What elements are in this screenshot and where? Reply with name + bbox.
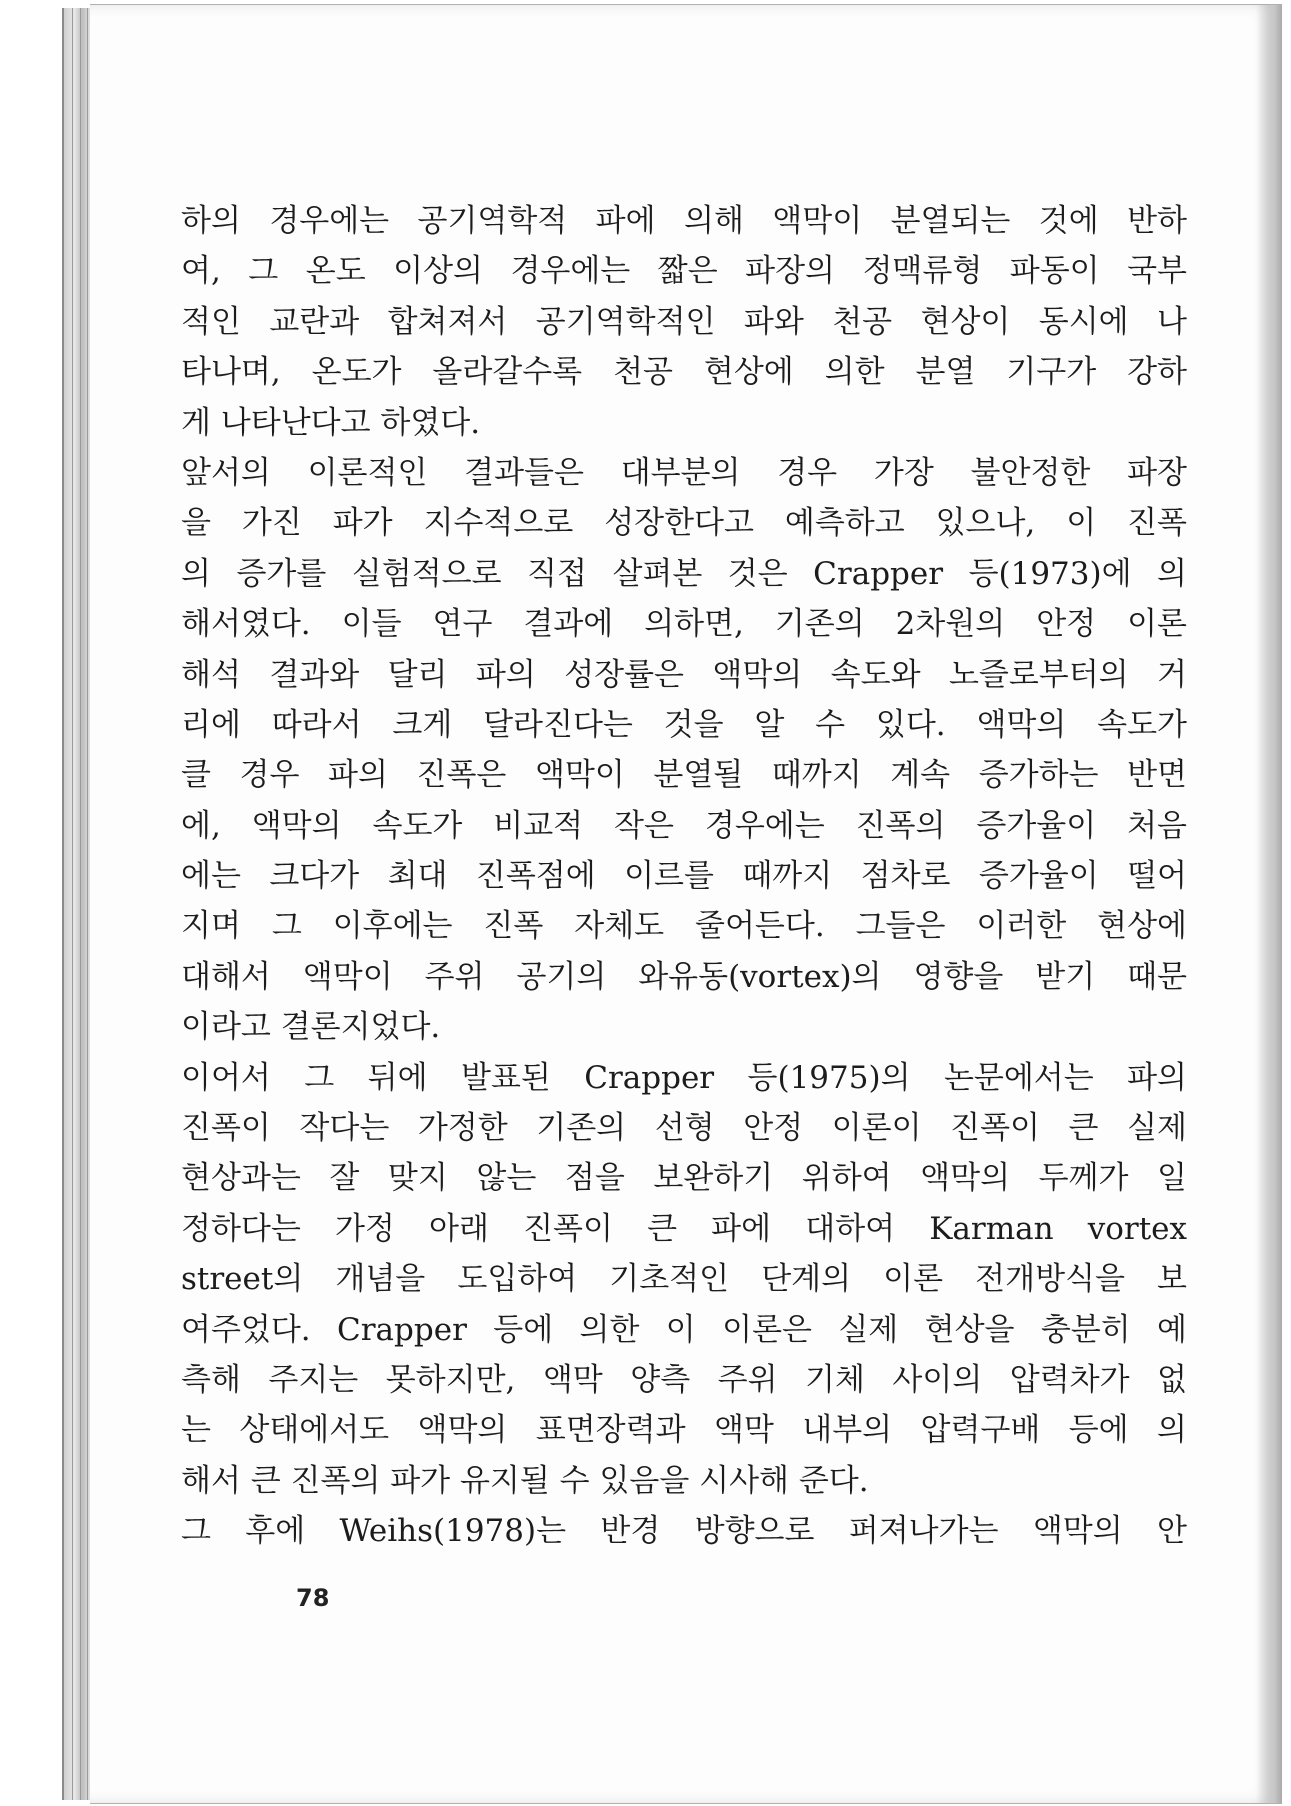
text-line: street의 개념을 도입하여 기초적인 단계의 이론 전개방식을 보: [181, 1261, 1187, 1298]
stack-line: [72, 8, 73, 1800]
text-line: 그 후에 Weihs(1978)는 반경 방향으로 퍼져나가는 액막의 안: [181, 1513, 1187, 1550]
text-line: 하의 경우에는 공기역학적 파에 의해 액막이 분열되는 것에 반하: [181, 203, 1187, 239]
text-line: 지며 그 이후에는 진폭 자체도 줄어든다. 그들은 이러한 현상에: [181, 908, 1187, 945]
text-line: 클 경우 파의 진폭은 액막이 분열될 때까지 계속 증가하는 반면: [181, 757, 1187, 794]
text-line: 해서였다. 이들 연구 결과에 의하면, 기존의 2차원의 안정 이론: [181, 606, 1187, 643]
text-line: 해석 결과와 달리 파의 성장률은 액막의 속도와 노즐로부터의 거: [181, 656, 1187, 693]
text-line: 진폭이 작다는 가정한 기존의 선형 안정 이론이 진폭이 큰 실제: [181, 1110, 1187, 1147]
text-line: 정하다는 가정 아래 진폭이 큰 파에 대하여 Karman vortex: [181, 1210, 1187, 1247]
text-line: 여주었다. Crapper 등에 의한 이 이론은 실제 현상을 충분히 예: [181, 1311, 1187, 1348]
text-line: 이어서 그 뒤에 발표된 Crapper 등(1975)의 논문에서는 파의: [181, 1059, 1187, 1096]
text-line: 적인 교란과 합쳐져서 공기역학적인 파와 천공 현상이 동시에 나: [181, 303, 1187, 340]
text-line: 해서 큰 진폭의 파가 유지될 수 있음을 시사해 준다.: [181, 1462, 869, 1499]
text-line: 대해서 액막이 주위 공기의 와유동(vortex)의 영향을 받기 때문: [181, 958, 1187, 995]
text-line: 타나며, 온도가 올라갈수록 천공 현상에 의한 분열 기구가 강하: [181, 354, 1187, 391]
text-line: 에는 크다가 최대 진폭점에 이르를 때까지 점차로 증가율이 떨어: [181, 858, 1187, 895]
stack-line: [87, 8, 88, 1800]
text-line: 측해 주지는 못하지만, 액막 양측 주위 기체 사이의 압력차가 없: [181, 1361, 1187, 1398]
text-line: 앞서의 이론적인 결과들은 대부분의 경우 가장 불안정한 파장: [181, 454, 1187, 491]
stack-line: [80, 8, 81, 1800]
text-line: 현상과는 잘 맞지 않는 점을 보완하기 위하여 액막의 두께가 일: [181, 1160, 1187, 1197]
text-line: 이라고 결론지었다.: [181, 1009, 441, 1046]
page-shadow: [1256, 5, 1282, 1803]
text-line: 에, 액막의 속도가 비교적 작은 경우에는 진폭의 증가율이 처음: [181, 807, 1187, 844]
text-line: 을 가진 파가 지수적으로 성장한다고 예측하고 있으나, 이 진폭: [181, 505, 1187, 542]
text-line: 여, 그 온도 이상의 경우에는 짧은 파장의 정맥류형 파동이 국부: [181, 253, 1187, 290]
text-line: 게 나타난다고 하였다.: [181, 404, 481, 441]
body-text: [181, 196, 1187, 1557]
text-line: 리에 따라서 크게 달라진다는 것을 알 수 있다. 액막의 속도가: [181, 706, 1187, 743]
text-line: 의 증가를 실험적으로 직접 살펴본 것은 Crapper 등(1973)에 의: [181, 555, 1187, 592]
page-number: 78: [296, 1584, 330, 1612]
text-line: 는 상태에서도 액막의 표면장력과 액막 내부의 압력구배 등에 의: [181, 1412, 1187, 1449]
